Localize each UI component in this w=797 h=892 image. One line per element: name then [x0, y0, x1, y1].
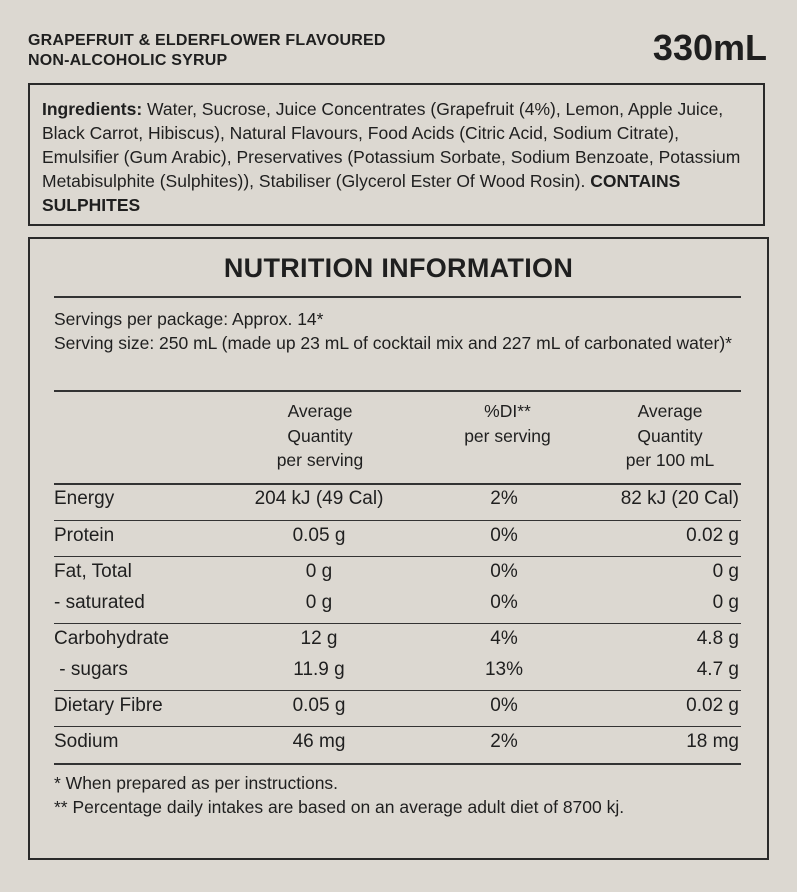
ingredients-label: Ingredients: — [42, 99, 143, 119]
product-name — [28, 31, 386, 71]
table-row: Energy 204 kJ (49 Cal) 2% 82 kJ (20 Cal) — [54, 488, 739, 509]
divider — [54, 296, 741, 298]
servings-per-package: Servings per package: Approx. 14* — [54, 309, 324, 329]
table-row: Fat, Total 0 g 0% 0 g — [54, 561, 739, 582]
table-row: Sodium 46 mg 2% 18 mg — [54, 731, 739, 752]
footnote-1: * When prepared as per instructions. — [54, 773, 339, 793]
serving-info — [54, 307, 734, 355]
product-name-line1: GRAPEFRUIT & ELDERFLOWER FLAVOURED — [28, 32, 386, 49]
volume: 330mL — [652, 27, 767, 68]
table-row: - sugars 11.9 g 13% 4.7 g — [54, 659, 739, 680]
ingredients-box — [28, 83, 765, 226]
footnotes — [54, 771, 734, 819]
allergen-warning: CONTAINS SULPHITES — [42, 171, 681, 215]
table-row: Protein 0.05 g 0% 0.02 g — [54, 525, 739, 546]
divider — [54, 763, 741, 765]
table-row: - saturated 0 g 0% 0 g — [54, 592, 739, 613]
product-name-line2: NON-ALCOHOLIC SYRUP — [28, 52, 228, 69]
ingredients-text: Water, Sucrose, Juice Concentrates (Grapefruit (4%), Lemon, Apple Juice, Black Carrot, Hibiscus), Natural Flavours, Food Acids (Citric Acid, Sodium Citrate), Emulsifier (Gum Arabic), Preservatives (Potassium Sorbate, Sodium Benzoate, Potassium Metabisulphite (Sulphites)), Stabiliser (Glycerol Ester Of Wood Rosin). — [42, 99, 741, 191]
nutrition-panel — [28, 237, 769, 860]
divider — [54, 390, 741, 392]
table-row: Carbohydrate 12 g 4% 4.8 g — [54, 628, 739, 649]
table-row: Dietary Fibre 0.05 g 0% 0.02 g — [54, 695, 739, 716]
serving-size: Serving size: 250 mL (made up 23 mL of cocktail mix and 227 mL of carbonated water)* — [54, 333, 732, 353]
header-per-100ml: Average Quantity per 100 mL — [625, 401, 715, 470]
footnote-2: ** Percentage daily intakes are based on an average adult diet of 8700 kj. — [54, 797, 625, 817]
header-per-serving: Average Quantity per serving — [276, 401, 364, 470]
header-di: %DI** per serving — [464, 401, 551, 446]
nutrition-title: NUTRITION INFORMATION — [223, 253, 574, 283]
